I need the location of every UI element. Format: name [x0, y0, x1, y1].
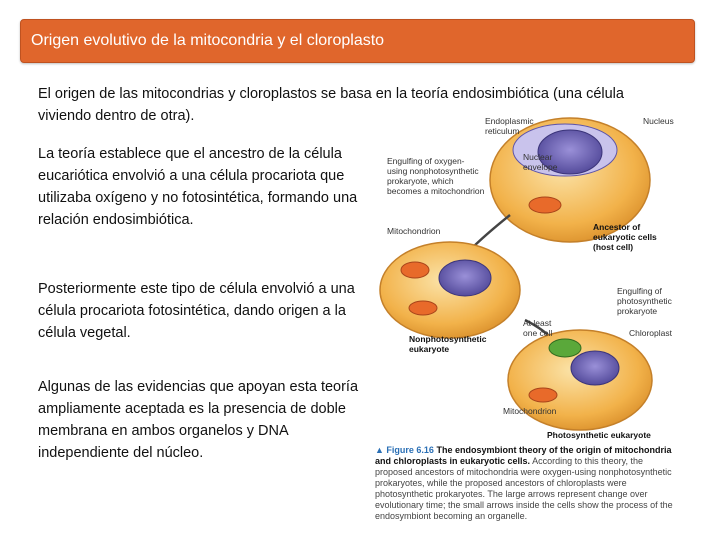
slide-title-bar — [20, 19, 695, 63]
label-endoplasmic-reticulum: Endoplasmic reticulum — [485, 116, 534, 136]
plant-cell-paragraph: Posteriormente este tipo de célula envolvió a una célula procariota fotosintética, dando origen a la célula vegetal. — [38, 281, 355, 341]
mitochondrion-shape-2 — [409, 301, 437, 315]
label-photosynthetic-eukaryote: Photosynthetic eukaryote — [547, 430, 651, 440]
endosymbiosis-figure — [375, 110, 685, 530]
label-nucleus: Nucleus — [643, 116, 674, 126]
mitochondrion-shape-1 — [401, 262, 429, 278]
nonphoto-nucleus — [439, 260, 491, 296]
mitochondrion-shape-3 — [529, 388, 557, 402]
figure-caption-body: According to this theory, the proposed ancestors of mitochondria were oxygen-using nonphotosynthetic prokaryotes, while the proposed ancestors of chloroplasts were photosynthetic prokaryotes. The large arrows represent change over evolutionary time; the small arrows inside the cells show the process of the endosymbiont becoming an organelle. — [375, 456, 673, 521]
slide-title: Origen evolutivo de la mitocondria y el cloroplasto — [31, 32, 385, 49]
intro-paragraph: El origen de las mitocondrias y cloroplastos se basa en la teoría endosimbiótica (una célula viviendo dentro de otra). — [38, 86, 624, 124]
figure-caption-title: The endosymbiont theory of the origin of mitochondria and chloroplasts in eukaryotic cells. — [375, 445, 672, 466]
label-ancestor: Ancestor of eukaryotic cells (host cell) — [593, 222, 657, 252]
theory-paragraph: La teoría establece que el ancestro de la célula eucariótica envolvió a una célula procariota que utilizaba oxígeno y no fotosintética, formando una relación endosimbiótica. — [38, 146, 358, 228]
engulfed-prokaryote — [529, 197, 561, 213]
label-nonphotosynthetic-eukaryote: Nonphotosynthetic eukaryote — [409, 334, 487, 354]
label-nuclear-envelope: Nuclear envelope — [523, 152, 558, 172]
figure-number: ▲ Figure 6.16 — [375, 445, 434, 455]
evidence-paragraph: Algunas de las evidencias que apoyan esta teoría ampliamente aceptada es la presencia de doble membrana en ambos organelos y DNA independiente del núcleo. — [38, 379, 359, 461]
label-at-least-one-cell: At least one cell — [523, 318, 553, 338]
label-engulfing-photosynthetic: Engulfing of photosynthetic prokaryote — [617, 286, 672, 316]
label-mitochondrion-1: Mitochondrion — [387, 226, 441, 236]
label-engulfing-oxygen: Engulfing of oxygen- using nonphotosynthetic prokaryote, which becomes a mitochondrion — [387, 156, 485, 196]
label-mitochondrion-2: Mitochondrion — [503, 406, 557, 416]
figure-caption — [375, 445, 675, 522]
photo-nucleus — [571, 351, 619, 385]
chloroplast-shape — [549, 339, 581, 357]
label-chloroplast: Chloroplast — [629, 328, 672, 338]
